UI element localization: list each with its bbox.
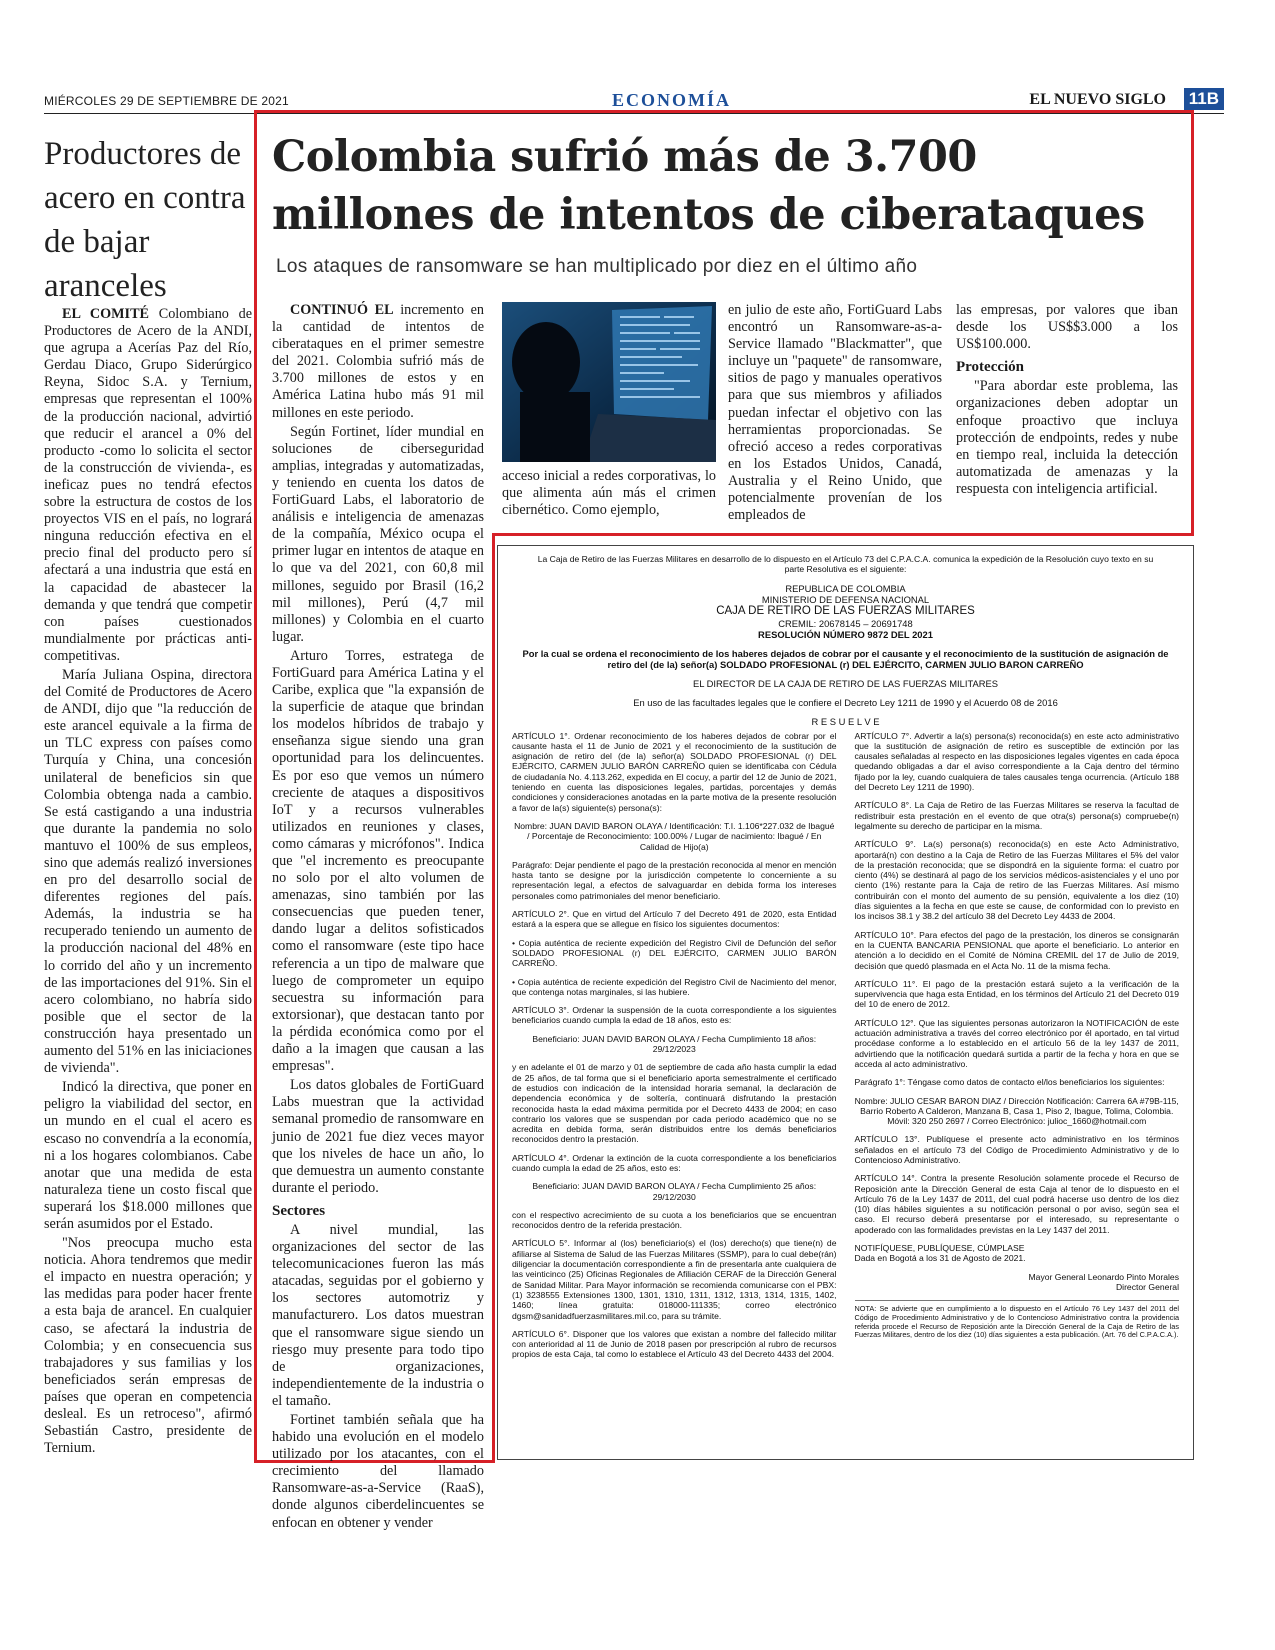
article-10: ARTÍCULO 10°. Para efectos del pago de la prestación, los dineros se consignarán en la CUENTA BANCARIA PENSIONAL que aporte el beneficiario. Lo anterior en atención a lo decidido en el Comité de Nómina CREMIL del 17 de Julio de 2019, decisión que quedó plasmada en el Acta No. 11 de la misma fecha. [854, 929, 1179, 971]
paragraph: "Nos preocupa mucho esta noticia. Ahora tendremos que medir el impacto en nuestra operación; y las medidas para poder hacer frente a esta baja de arancel. En cualquier caso, se afectará la industria de Colombia; y en consecuencia sus trabajadores y sus familias y los beneficiados serán empresas de países que operan en competencia desleal. Es un retroceso", afirmó Sebastián Castro, presidente de Ternium. [44, 1235, 252, 1457]
paragraph: Según Fortinet, líder mundial en soluciones de ciberseguridad amplias, integradas y automatizadas, y teniendo en cuenta los datos de FortiGuard Labs, el laboratorio de análisis e inteligencia de amenazas de la compañía, México ocupa el primer lugar en intentos de ataque en lo que va del 2021, con 60,8 mil millones, seguido por Brasil (16,2 mil millones), Perú (4,7 mil millones) y Colombia en el cuarto lugar. [272, 423, 484, 645]
notice-columns [512, 731, 1179, 1368]
article-6: ARTÍCULO 6°. Disponer que los valores que existan a nombre del fallecido militar con anterioridad al 11 de Junio de 2018 pasen por prescripción al rubro de recursos propios de esta Caja, tal como lo establece el Artículo 43 del Decreto 4433 del 2004. [512, 1328, 837, 1360]
paragraph: Los datos globales de FortiGuard Labs muestran que la actividad semanal promedio de ransomware en junio de 2021 fue diez veces mayor que los niveles de hace un año, lo que demuestra un aumento constante durante el periodo. [272, 1077, 484, 1196]
article-2: ARTÍCULO 2°. Que en virtud del Artículo 7 del Decreto 491 de 2020, esta Entidad estará a la espera que se allegue en físico los siguientes documentos: [512, 909, 837, 930]
paragraph: las empresas, por valores que iban desde los US$$3.000 a los US$100.000. [956, 302, 1178, 353]
highlight-frame-step [492, 533, 1194, 536]
article-1-paragraph: Parágrafo: Dejar pendiente el pago de la prestación reconocida al menor en mención hasta tanto se designe por la jurisdicción competente lo concerniente a su representación legal, a efectos de salvaguardar en debida forma los intereses personales como patrimoniales del menor beneficiario. [512, 859, 837, 901]
document-item: • Copia auténtica de reciente expedición del Registro Civil de Defunción del señor SOLDADO PROFESIONAL (r) DEL EJÉRCITO, CARMEN JULIO BARÓN CARREÑO. [512, 937, 837, 969]
paragraph: Fortinet también señala que ha habido una evolución en el modelo utilizado por los atacantes, con el crecimiento del llamado Ransomware-as-a-Service (RaaS), donde algunos ciberdelincuentes se enfocan en obtener y vender [272, 1412, 484, 1531]
paragraph [272, 302, 484, 422]
cyberattack-subtitle: Los ataques de ransomware se han multiplicado por diez en el último año [276, 256, 918, 277]
newspaper-name: EL NUEVO SIGLO [1029, 91, 1166, 108]
paragraph-text: incremento en la cantidad de intentos de ciberataques en el primer semestre del 2021. Colombia sufrió más de 3.700 millones de estos y en América Latina hubo más 91 mil millones en este periodo. [272, 302, 484, 421]
paragraph: acceso inicial a redes corporativas, lo que alimenta aún más el crimen cibernético. Como ejemplo, [502, 468, 716, 519]
document-item: • Copia auténtica de reciente expedición del Registro Civil de Nacimiento del menor, que contenga notas marginales, si las hubiere. [512, 976, 837, 997]
beneficiary-detail: Beneficiario: JUAN DAVID BARON OLAYA / Fecha Cumplimiento 25 años: 29/12/2030 [532, 1181, 817, 1202]
steel-article-body [44, 306, 252, 1459]
section-heading: Sectores [272, 1202, 326, 1219]
notice-footnote: NOTA: Se advierte que en cumplimiento a lo dispuesto en el Artículo 76 Ley 1437 del 2011 del Código de Procedimiento Administrativo y de lo Contencioso Administrativo contra la providencia referida procede el Recurso de Reposición ante la Dirección General de la Caja de Retiro de las Fuerzas Militares, dentro de los diez (10) días siguientes a esta publicación. (Art. 76 del C.P.A.C.A.). [855, 1300, 1180, 1340]
resolution-purpose: Por la cual se ordena el reconocimiento de los haberes dejados de cobrar por el causante y el reconocimiento de la sustitución de asignación de retiro del (de la) señor(a) SOLDADO PROFESIONAL (r) DEL EJÉRCITO, CARMEN JULIO BARON CARREÑO [522, 647, 1169, 670]
article-12: ARTÍCULO 12°. Que las siguientes personas autorizaron la NOTIFICACIÓN de este actuación administrativa a través del correo electrónico por él aportado, en tal virtud procédase conforme a lo establecido en el artículo 56 de la ley 1437 de 2011, advirtiendo que la notificación quedará surtida a partir de la fecha y hora en que se acceda al acto administrativo. [854, 1017, 1179, 1069]
paragraph [44, 306, 252, 665]
closing-line: NOTIFÍQUESE, PUBLÍQUESE, CÚMPLASE [854, 1243, 1025, 1254]
article-12-paragraph: Parágrafo 1°: Téngase como datos de contacto el/los beneficiarios los siguientes: [854, 1077, 1165, 1088]
notice-intro: La Caja de Retiro de las Fuerzas Militares en desarrollo de lo dispuesto en el Artículo 73 del C.P.A.C.A. comunica la expedición de la Resolución cuyo texto en su parte Resolutiva es el siguiente: [537, 554, 1154, 575]
contact-detail: Nombre: JULIO CESAR BARON DIAZ / Dirección Notificación: Carrera 6A #79B-115, Barrio Roberto A Calderon, Manzana B, Casa 1, Piso 2, Ibague, Tolima, Colombia. Móvil: 320 250 2697 / Correo Electrónico: julioc_1660@hotmail.com [854, 1095, 1179, 1127]
paragraph: María Juliana Ospina, directora del Comité de Productores de Acero de ANDI, dijo que "la reducción de este arancel equivale a la firma de un TLC express con países como Turquía y China, una concesión unilateral de beneficios sin que Colombia obtenga nada a cambio. Se está castigando a una industria que durante la pandemia no solo mantuvo el 100% de sus empleos, sino que además realizó inversiones en pro del desarrollo social de diferentes regiones del país. Además, la industria se ha recuperado teniendo un aumento de la producción nacional del 48% en lo corrido del año y un incremento de las importaciones del 91%. Sin el acero colombiano, no habría sido posible que el sector de la construcción haya presentado un aumento del 51% en las iniciaciones de vivienda". [44, 666, 252, 1077]
signer-name: Mayor General Leonardo Pinto Morales [1028, 1271, 1179, 1282]
highlight-frame-right [1191, 110, 1194, 536]
lead-words: EL COMITÉ [62, 306, 149, 322]
article-11: ARTÍCULO 11°. El pago de la prestación estará sujeto a la verificación de la supervivencia que haga esta Entidad, en los términos del Artículo 21 del Decreto 019 del 10 de enero de 2012. [854, 978, 1179, 1010]
highlight-frame-inner [492, 533, 495, 1463]
article-13: ARTÍCULO 13°. Publíquese el presente acto administrativo en los términos señalados en el artículo 73 del Código de Procedimiento Administrativo y de lo Contencioso Administrativo. [854, 1134, 1179, 1165]
hacker-laptop-photo [502, 302, 716, 462]
notice-header-line: REPUBLICA DE COLOMBIA [785, 582, 906, 594]
article-7: ARTÍCULO 7°. Advertir a la(s) persona(s) reconocida(s) en este acto administrativo que la sustitución de asignación de retiro es susceptible de extinción por las causales señaladas al respecto en las disposiciones legales vigentes en cada época quedando obligadas a dar el aviso correspondiente a la Caja dentro del término fijado por la ley, cuando cualquiera de tales causales tenga ocurrencia. (Artículo 188 del Decreto Ley 1211 de 1990). [854, 730, 1179, 793]
article-14: ARTÍCULO 14°. Contra la presente Resolución solamente procede el Recurso de Reposición ante la Dirección General de esta Caja al tenor de lo dispuesto en el Artículo 76 de la Ley 1437 de 2011, del cual podrá hacerse uso dentro de los diez (10) días hábiles siguientes a su notificación personal o por aviso, según sea el caso. El recurso deberá presentarse por el interesado, su representante o apoderado con las formalidades previstas en la Ley 1437 del 2011. [854, 1173, 1179, 1235]
cyberattack-headline: Colombia sufrió más de 3.700 millones de intentos de ciberataques [272, 132, 1145, 240]
section-heading: Protección [956, 359, 1025, 376]
article-5: ARTÍCULO 5°. Informar al (los) beneficiario(s) el (los) derecho(s) que tiene(n) de afiliarse al Sistema de Salud de las Fuerzas Militares (SSMP), para lo cual debe(rán) diligenciar la documentación correspondiente a fin de presentarla ante cualquiera de las veinticinco (25) Oficinas Regionales de Afiliación CERAF de la Dirección General de Sanidad Militar. Para Mayor información se recomienda comunicarse con el PBX: (1) 3238555 Extensiones 1300, 1301, 1310, 1311, 1312, 1313, 1314, 1315, 1402, 1460; línea gratuita: 018000-111335; correo electrónico dgsm@sanidadfuerzasmilitares.mil.co, para su trámite. [512, 1238, 837, 1321]
issue-date: MIÉRCOLES 29 DE SEPTIEMBRE DE 2021 [44, 94, 289, 108]
article-3-continued: y en adelante el 01 de marzo y 01 de septiembre de cada año hasta cumplir la edad de 25 años, de tal forma que si el beneficiario aporta semestralmente el certificado de estudios con indicación de la intensidad horaria semanal, la declaración de dependencia económica y de soltería, continuará disfrutando la prestación reconocida hasta la edad máxima permitida por el Decreto 4433 de 2004; en caso contrario los valores que se suspendan por cada periodo académico que no se acredita en debida forma, serán distribuidos entre los demás beneficiarios reconocidos dentro la prestación. [512, 1062, 837, 1145]
page-number: 11B [1184, 88, 1224, 110]
resuelve-heading: R E S U E L V E [811, 715, 880, 727]
legal-notice [497, 545, 1194, 1460]
section-name: ECONOMÍA [612, 90, 731, 110]
notice-header-line: MINISTERIO DE DEFENSA NACIONAL [761, 593, 930, 605]
steel-article-title: Productores de acero en contra de bajar aranceles [44, 136, 246, 304]
lead-words: CONTINUÓ EL [290, 302, 394, 318]
beneficiary-detail: Beneficiario: JUAN DAVID BARON OLAYA / Fecha Cumplimiento 18 años: 29/12/2023 [532, 1033, 817, 1055]
article-3: ARTÍCULO 3°. Ordenar la suspensión de la cuota correspondiente a los siguientes beneficiarios cuando cumpla la edad de 18 años, esto es: [512, 1005, 837, 1026]
main-column-2 [502, 468, 716, 521]
article-1: ARTÍCULO 1°. Ordenar reconocimiento de los haberes dejados de cobrar por el causante hasta el 11 de Junio de 2021 y el reconocimiento de la sustitución de asignación de retiro del (de la) señor(a) SOLDADO PROFESIONAL (r) DEL EJÉRCITO, CARMEN JULIO BARÓN CARREÑO quien se identificaba con Cédula de ciudadanía No. 4.113.262, expedida en El cocuy, a partir del 12 de Junio de 2021, teniendo en cuenta las disposiciones legales, partidas, porcentajes y demás condiciones y consideraciones anotadas en la parte motiva de la presente resolución a favor de la(s) siguiente(s) persona(s): [512, 730, 837, 813]
signer-title: Director General [1115, 1281, 1179, 1292]
notice-header-line: CREMIL: 20678145 – 20691748 [778, 617, 913, 629]
main-column-3 [728, 302, 942, 526]
article-4-continued: con el respectivo acrecimiento de su cuota a los beneficiarios que se encuentran reconocidos dentro de la referida prestación. [512, 1209, 837, 1231]
paragraph-text: Colombiano de Productores de Acero de la ANDI, que agrupa a Acerías Paz del Río, Gerdau Diaco, Grupo Siderúrgico Reyna, Sidoc S.A. y Ternium, empresas que representan el 100% de la producción nacional, advirtió que reducir el arancel a 0% del producto -como lo solicita el sector de la construcción de vivienda-, es ineficaz pues no tendrá efectos sobre la estructura de costos de los proyectos VIS en el país, no logrará ninguna reducción efectiva en el precio final del producto pero sí afectará a una industria que está en la capacidad de abastecer la demanda y que tendrá que competir con países cuestionados mundialmente por prácticas anti-competitivas. [44, 306, 253, 664]
main-column-4 [956, 302, 1178, 500]
resolution-number: RESOLUCIÓN NÚMERO 9872 DEL 2021 [758, 628, 933, 640]
paragraph: Indicó la directiva, que poner en peligro la viabilidad del sector, en un mundo en el cual el acero es escaso no convendría a la economía, ni a los hogares colombianos. Cabe anotar que una medida de esta naturaleza tiene un costo fiscal que superará los $18.000 millones que serán asumidos por el Estado. [44, 1079, 252, 1232]
notice-column-left [512, 731, 837, 1368]
beneficiary-detail: Nombre: JUAN DAVID BARON OLAYA / Identificación: T.I. 1.106*227.032 de Ibagué / Porcentaje de Reconocimiento: 100.00% / Lugar de nacimiento: Ibagué / En Calidad de Hijo(a) [514, 820, 835, 852]
paragraph: A nivel mundial, las organizaciones del sector de las telecomunicaciones fueron las más atacadas, seguidas por el gobierno y los sectores automotriz y manufacturero. Los datos muestran que el ransomware sigue siendo un riesgo muy presente para todo tipo de organizaciones, independientemente de la industria o el tamaño. [272, 1221, 484, 1409]
main-column-1 [272, 302, 484, 1534]
faculties-line: En uso de las facultades legales que le confiere el Decreto Ley 1211 de 1990 y el Acuerdo 08 de 2016 [633, 696, 1058, 708]
paragraph: "Para abordar este problema, las organizaciones deben adoptar un enfoque proactivo que incluya protección de endpoints, redes y nube en tiempo real, incluida la detección automatizada de amenazas y la respuesta con inteligencia artificial. [956, 378, 1178, 497]
highlight-frame-left [254, 110, 257, 1463]
article-8: ARTÍCULO 8°. La Caja de Retiro de las Fuerzas Militares se reserva la facultad de redistribuir esta prestación en el evento de que otra(s) persona(s) compruebe(n) legalmente su derecho de participar en la misma. [854, 800, 1179, 831]
notice-header-line: CAJA DE RETIRO DE LAS FUERZAS MILITARES [716, 604, 975, 617]
article-9: ARTÍCULO 9°. La(s) persona(s) reconocida(s) en este Acto Administrativo, aportará(n) con destino a la Caja de Retiro de las Fuerzas Militares el 5% del valor de la prestación reconocida; que se dispondrá en la siguiente forma: el cuatro por ciento (4%) se destinará al pago de los servicios médicos-asistenciales y el uno por ciento (1%) restante para la Caja de retiro de las Fuerzas Militares. Así mismo contribuirán con el monto del aumento de su pensión, equivalente a los diez (10) días siguientes a la fecha en que este se cause, de conformidad con lo previsto en los incisos 38.1 y 38.2 del artículo 38 del Decreto Ley 4433 de 2004. [854, 839, 1179, 922]
article-4: ARTÍCULO 4°. Ordenar la extinción de la cuota correspondiente a los beneficiarios cuando cumpla la edad de 25 años, esto es: [512, 1152, 837, 1173]
closing-date: Dada en Bogotá a los 31 de Agosto de 2021. [854, 1253, 1026, 1264]
notice-column-right [855, 731, 1180, 1368]
photo-illustration [502, 302, 716, 462]
paragraph: en julio de este año, FortiGuard Labs encontró un Ransomware-as-a-Service llamado "Blackmatter", que incluye un "paquete" de ransomware, sitios de pago y manuales operativos para que sus miembros y afiliados puedan infectar el objetivo con las herramientas proporcionadas. Se ofreció acceso a redes corporativas en los Estados Unidos, Canadá, Australia y el Reino Unido, que potencialmente provenían de los empleados de [728, 302, 942, 524]
director-line: EL DIRECTOR DE LA CAJA DE RETIRO DE LAS FUERZAS MILITARES [692, 677, 999, 689]
paragraph: Arturo Torres, estratega de FortiGuard para América Latina y el Caribe, explica que "la expansión de la superficie de ataque que brindan los modelos híbridos de trabajo y enseñanza sigue siendo una gran oportunidad para los delincuentes. Es por eso que vemos un número creciente de ataques a dispositivos IoT y a recursos vulnerables utilizados en reuniones y clases, como cámaras y micrófonos". Indica que "el incremento es preocupante no solo por el alto volumen de amenazas, sino también por las consecuencias que pueden tener, dando lugar a delitos sofisticados como el ransomware (este tipo hace referencia a un tipo de malware que luego de comprometer un equipo secuestra su información para extorsionar), que destacan tanto por la pérdida económica como por el daño a la imagen que causan a las empresas". [272, 647, 484, 1075]
